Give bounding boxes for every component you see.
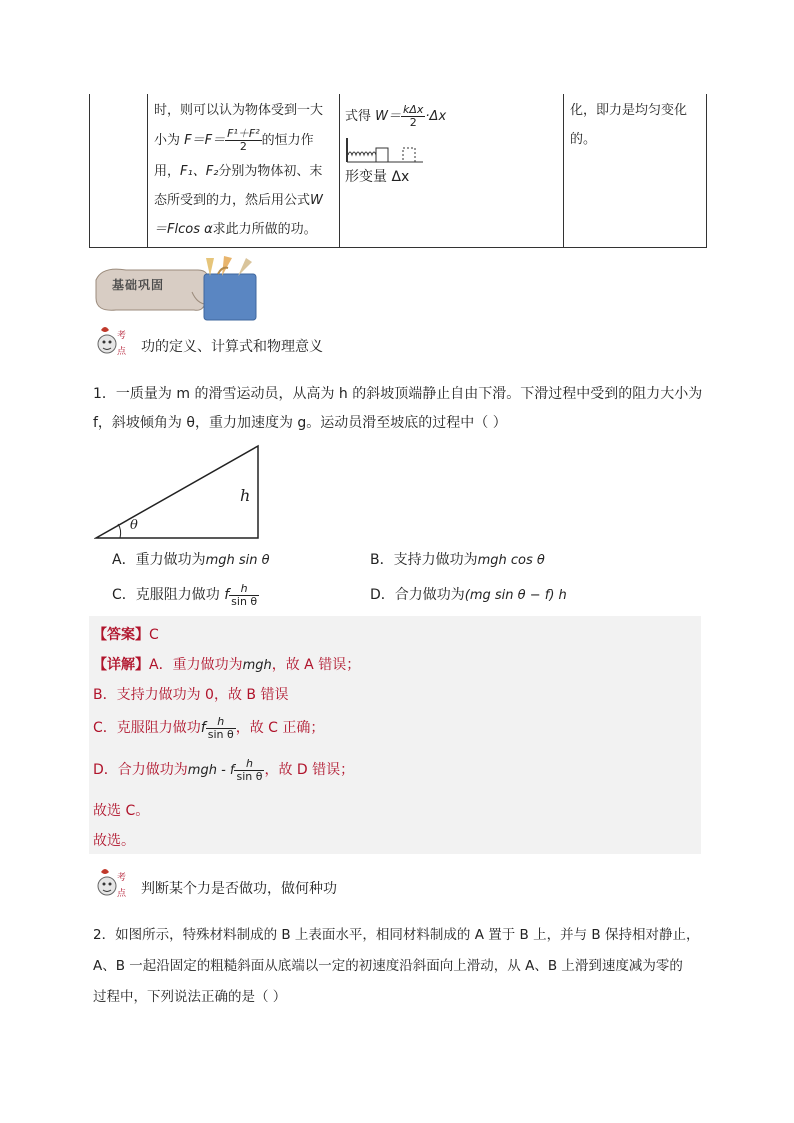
table-cell-spring	[345, 100, 559, 186]
detail-line-c	[93, 710, 324, 746]
detail-formula: mgh - f	[187, 763, 235, 778]
cell-text-line	[345, 100, 559, 134]
formula-text: F₁、F₂	[180, 164, 219, 179]
section-header-judge-work	[93, 866, 393, 902]
detail-line-b: B．支持力做功为 0，故 B 错误	[93, 687, 289, 703]
option-formula: mgh sin θ	[205, 553, 270, 568]
cell-text: 式得	[345, 109, 372, 124]
figure-label-h: h	[240, 486, 251, 505]
detail-formula: f	[200, 720, 206, 736]
figure-label-theta: θ	[130, 518, 138, 533]
option-label: D．合力做功为	[370, 587, 465, 603]
cell-text-line: 的。	[570, 132, 597, 147]
cell-caption: 形变量 Δx	[345, 169, 410, 185]
badge-text-bottom: 点	[117, 889, 127, 899]
cell-text-line: 化，即力是均匀变化	[570, 103, 688, 118]
answer-label: 【答案】	[93, 627, 149, 643]
option-label: B．支持力做功为	[370, 552, 478, 568]
cell-text-line: 时，则可以认为物体受到一大	[154, 103, 324, 118]
question2-line: A、B 一起沿固定的粗糙斜面从底端以一定的初速度沿斜面向上滑动，从 A、B 上滑到速度减为零的	[93, 958, 683, 974]
cell-text: 分别为物体初、末	[218, 164, 323, 179]
answer-block	[89, 616, 701, 854]
spring-block-icon	[345, 136, 425, 164]
section-header-work-definition	[93, 324, 393, 360]
option-label: A．重力做功为	[112, 552, 206, 568]
detail-label: 【详解】	[93, 657, 149, 673]
detail-text: ，故 A 错误；	[271, 657, 361, 673]
fraction-spring	[401, 104, 425, 129]
cell-text-line	[154, 186, 336, 215]
detail-text: ，故 D 错误；	[264, 762, 355, 778]
formula-text: ·Δx	[425, 109, 447, 124]
section-title: 判断某个力是否做功，做何种功	[141, 881, 337, 897]
section-banner	[92, 252, 272, 324]
exam-point-badge-icon	[93, 324, 137, 360]
detail-line-a	[93, 654, 360, 674]
question1-line: f，斜坡倾角为 θ，重力加速度为 g。运动员滑至坡底的过程中（ ）	[93, 415, 507, 431]
formula-text: F＝F＝	[184, 133, 226, 148]
detail-text: D．合力做功为	[93, 762, 188, 778]
final-answer-line: 故选。	[93, 833, 135, 849]
table-divider	[147, 94, 148, 247]
detail-text: ，故 C 正确；	[235, 720, 325, 736]
exam-point-badge-icon	[93, 866, 137, 902]
table-cell-average-force	[154, 96, 336, 244]
option-formula: mgh cos θ	[477, 553, 545, 568]
option-a[interactable]	[112, 551, 270, 570]
cell-text: 态所受到的力，然后用公式	[154, 193, 311, 208]
option-formula: f	[224, 587, 230, 603]
option-d[interactable]	[370, 586, 567, 605]
cell-text: 求此力所做的功。	[212, 222, 317, 237]
cell-text: 用，	[154, 164, 181, 179]
answer-line	[93, 624, 159, 644]
final-answer-line: 故选 C。	[93, 803, 150, 819]
cell-text: 小为	[154, 133, 181, 148]
fraction-option-c	[229, 583, 259, 608]
table-divider	[563, 94, 564, 247]
section-title: 功的定义、计算式和物理意义	[141, 339, 323, 355]
option-b[interactable]	[370, 551, 545, 570]
answer-value: C	[149, 627, 159, 643]
cell-text: 的恒力作	[261, 133, 314, 148]
fraction-numerator: h	[245, 756, 253, 770]
option-c[interactable]	[112, 578, 259, 612]
banner-label: 基础巩固	[112, 278, 165, 292]
question2-line: 过程中，下列说法正确的是（ ）	[93, 989, 287, 1005]
badge-text-top: 考	[117, 331, 127, 341]
incline-figure	[94, 444, 264, 540]
fraction-numerator: h	[217, 714, 225, 728]
detail-formula: mgh	[242, 658, 272, 673]
option-label: C．克服阻力做功	[112, 587, 220, 603]
fraction-detail-c	[206, 716, 236, 741]
question2-line: 2．如图所示，特殊材料制成的 B 上表面水平，相同材料制成的 A 置于 B 上，并与 B 保持相对静止，	[93, 927, 700, 943]
detail-text: C．克服阻力做功	[93, 720, 201, 736]
fraction-detail-d	[234, 758, 264, 783]
fraction-denominator: sin θ	[236, 769, 263, 783]
cell-text-line	[154, 215, 336, 244]
fraction-numerator: kΔx	[403, 103, 424, 116]
badge-text-top: 考	[117, 873, 127, 883]
incline-triangle	[96, 446, 258, 538]
fraction-denominator: sin θ	[231, 594, 258, 608]
formula-text: W＝	[375, 109, 402, 124]
fraction-denominator: 2	[225, 140, 261, 153]
question1-line: 1．一质量为 m 的滑雪运动员，从高为 h 的斜坡顶端静止自由下滑。下滑过程中受到的阻力大小为	[93, 386, 703, 402]
badge-text-bottom: 点	[117, 347, 127, 357]
formula-table	[89, 94, 707, 248]
detail-text: A．重力做功为	[149, 657, 243, 673]
fraction-average	[225, 128, 261, 153]
formula-text: W	[310, 193, 323, 208]
fraction-denominator: 2	[401, 116, 425, 129]
cell-text-line	[154, 157, 336, 186]
table-divider	[339, 94, 340, 247]
cell-text-line	[154, 125, 336, 157]
option-formula: (mg sin θ − f) h	[464, 588, 567, 603]
table-cell-linear	[570, 96, 704, 154]
formula-text: ＝Flcos α	[154, 222, 213, 237]
detail-line-d	[93, 752, 354, 789]
fraction-numerator: F¹＋F²	[227, 127, 260, 140]
fraction-numerator: h	[240, 581, 248, 595]
fraction-denominator: sin θ	[207, 727, 234, 741]
